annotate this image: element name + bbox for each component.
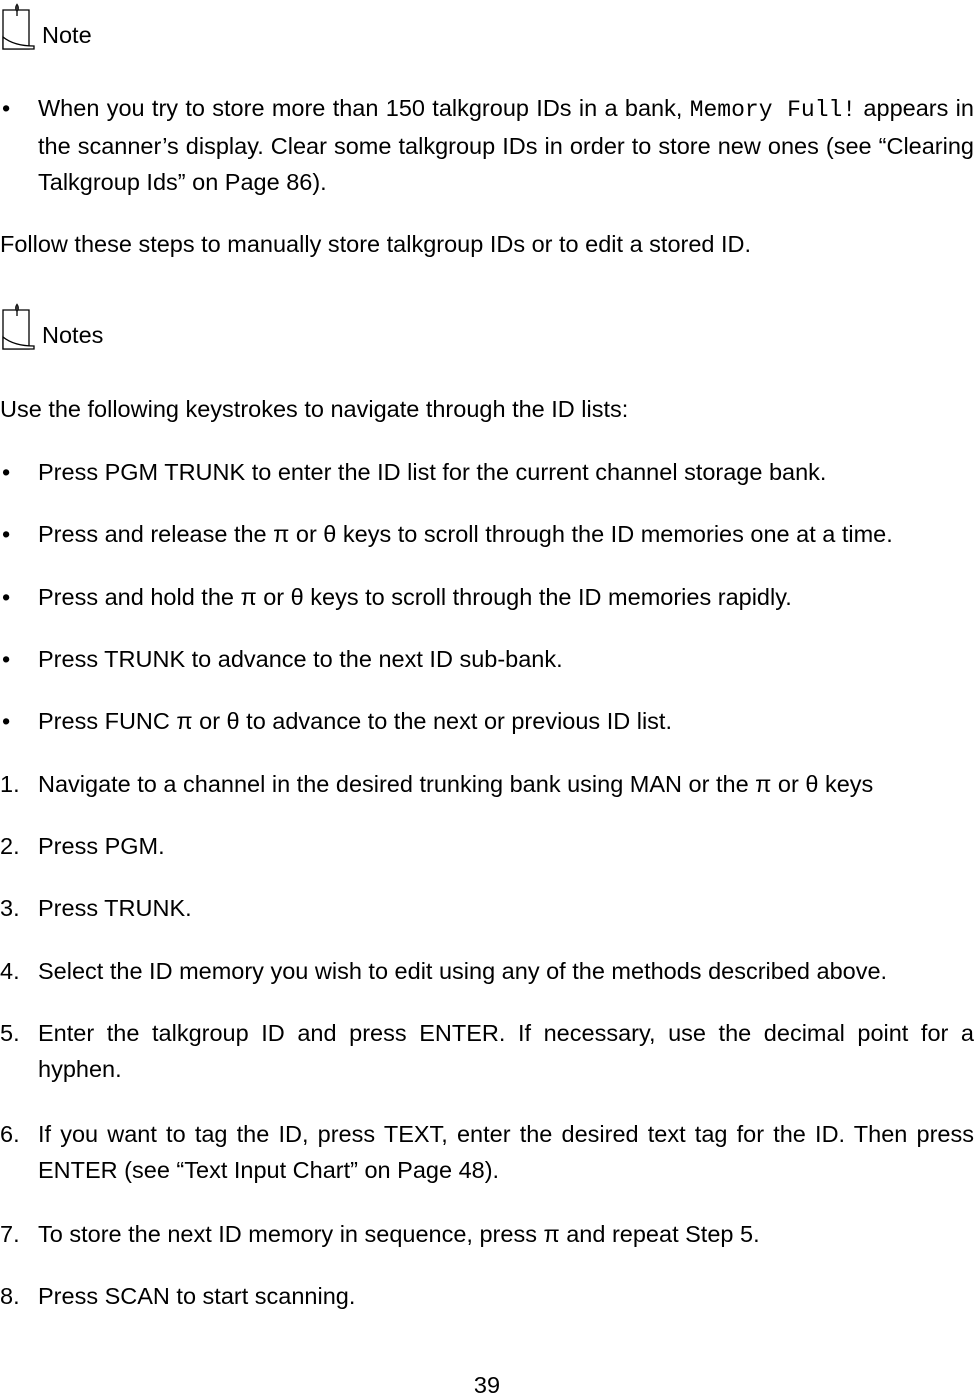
step-item — [0, 953, 974, 989]
bullet-marker: • — [2, 646, 11, 672]
page-number: 39 — [473, 1372, 501, 1398]
note-heading — [0, 2, 92, 50]
bullet-text: Press TRUNK to advance to the next ID sub-bank. — [38, 646, 563, 672]
intro-paragraph: Follow these steps to manually store talkgroup IDs or to edit a stored ID. — [0, 231, 752, 257]
step-item — [0, 1278, 974, 1314]
step-number: 8. — [0, 1283, 20, 1309]
bullet-marker: • — [2, 584, 11, 610]
keystroke-bullet — [0, 641, 974, 677]
keystroke-bullet — [0, 579, 974, 615]
memory-full-text-before: When you try to store more than 150 talkgroup IDs in a bank, — [38, 95, 690, 121]
bullet-text: Press and release the π or θ keys to scroll through the ID memories one at a time. — [38, 521, 893, 547]
keystroke-bullet — [0, 703, 974, 739]
memory-full-display-text: Memory Full! — [689, 97, 857, 123]
bullet-text: Press and hold the π or θ keys to scroll through the ID memories rapidly. — [38, 584, 792, 610]
step-item — [0, 1116, 974, 1188]
step-text: Enter the talkgroup ID and press ENTER. If necessary, use the decimal point for a hyphen. — [38, 1020, 974, 1082]
keystrokes-intro: Use the following keystrokes to navigate through the ID lists: — [0, 396, 629, 422]
note-pad-icon — [0, 2, 36, 50]
keystroke-bullet — [0, 454, 974, 490]
notes-label: Notes — [42, 322, 104, 348]
bullet-marker: • — [2, 95, 11, 121]
step-number: 1. — [0, 771, 20, 797]
step-text: To store the next ID memory in sequence, press π and repeat Step 5. — [38, 1221, 760, 1247]
step-item — [0, 828, 974, 864]
step-number: 7. — [0, 1221, 20, 1247]
step-item — [0, 1015, 974, 1087]
memory-full-text-after: appears in the scanner’s display. Clear some talkgroup IDs in order to store new ones (see “Clearing Talkgroup Ids” on Page 86). — [38, 95, 974, 195]
step-number: 6. — [0, 1121, 20, 1147]
step-text: Press SCAN to start scanning. — [38, 1283, 356, 1309]
memory-full-text — [38, 90, 974, 200]
step-item — [0, 890, 974, 926]
note-pad-icon — [0, 302, 36, 350]
step-number: 3. — [0, 895, 20, 921]
note-label: Note — [42, 22, 92, 48]
bullet-text: Press PGM TRUNK to enter the ID list for the current channel storage bank. — [38, 459, 827, 485]
step-text: Press PGM. — [38, 833, 165, 859]
step-item — [0, 766, 974, 802]
bullet-text: Press FUNC π or θ to advance to the next or previous ID list. — [38, 708, 672, 734]
step-text: Navigate to a channel in the desired trunking bank using MAN or the π or θ keys — [38, 771, 874, 797]
step-number: 5. — [0, 1020, 20, 1046]
step-number: 4. — [0, 958, 20, 984]
bullet-marker: • — [2, 459, 11, 485]
step-text: Press TRUNK. — [38, 895, 192, 921]
step-number: 2. — [0, 833, 20, 859]
bullet-marker: • — [2, 708, 11, 734]
step-item — [0, 1216, 974, 1252]
step-text: If you want to tag the ID, press TEXT, enter the desired text tag for the ID. Then press ENTER (see “Text Input Chart” on Page 48). — [38, 1121, 974, 1183]
keystroke-bullet — [0, 516, 974, 552]
bullet-marker: • — [2, 521, 11, 547]
notes-heading — [0, 302, 103, 350]
step-text: Select the ID memory you wish to edit using any of the methods described above. — [38, 958, 888, 984]
memory-full-bullet — [0, 90, 974, 200]
